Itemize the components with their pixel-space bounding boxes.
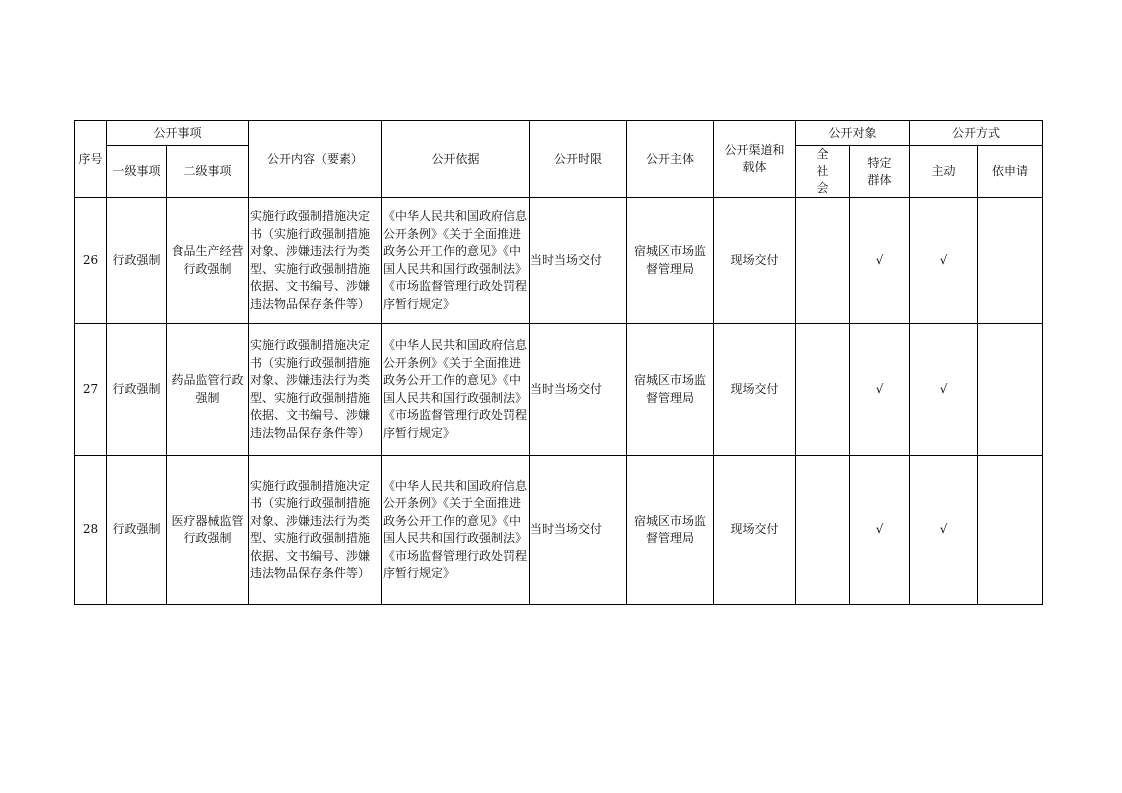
cell-time-limit: 当时当场交付	[530, 198, 627, 324]
table-row	[75, 198, 1043, 324]
header-level1: 一级事项	[107, 146, 167, 198]
cell-seq: 28	[75, 456, 107, 605]
header-channel: 公开渠道和载体	[714, 121, 796, 198]
header-method: 公开方式	[910, 121, 1043, 146]
header-subject: 公开主体	[627, 121, 714, 198]
header-method-active: 主动	[910, 146, 978, 198]
header-disclosure-item: 公开事项	[107, 121, 249, 146]
cell-audience-specific: √	[850, 198, 910, 324]
header-level2: 二级事项	[167, 146, 249, 198]
header-audience: 公开对象	[796, 121, 910, 146]
table-row	[75, 456, 1043, 605]
cell-audience-all	[796, 456, 850, 605]
cell-content: 实施行政强制措施决定书（实施行政强制措施对象、涉嫌违法行为类型、实施行政强制措施依据、文书编号、涉嫌违法物品保存条件等）	[249, 324, 382, 456]
table-header	[75, 121, 1043, 198]
cell-content: 实施行政强制措施决定书（实施行政强制措施对象、涉嫌违法行为类型、实施行政强制措施依据、文书编号、涉嫌违法物品保存条件等）	[249, 198, 382, 324]
cell-level2: 医疗器械监管行政强制	[167, 456, 249, 605]
cell-seq: 26	[75, 198, 107, 324]
cell-content: 实施行政强制措施决定书（实施行政强制措施对象、涉嫌违法行为类型、实施行政强制措施依据、文书编号、涉嫌违法物品保存条件等）	[249, 456, 382, 605]
header-seq: 序号	[75, 121, 107, 198]
header-row-1	[75, 121, 1043, 146]
cell-audience-specific: √	[850, 324, 910, 456]
cell-channel: 现场交付	[714, 324, 796, 456]
header-basis: 公开依据	[382, 121, 530, 198]
cell-audience-all	[796, 324, 850, 456]
cell-channel: 现场交付	[714, 456, 796, 605]
header-audience-all: 全社会	[796, 146, 850, 198]
cell-audience-all	[796, 198, 850, 324]
cell-method-active: √	[910, 324, 978, 456]
cell-subject: 宿城区市场监督管理局	[627, 456, 714, 605]
header-method-request: 依申请	[978, 146, 1043, 198]
cell-level1: 行政强制	[107, 198, 167, 324]
cell-channel: 现场交付	[714, 198, 796, 324]
cell-method-active: √	[910, 456, 978, 605]
cell-subject: 宿城区市场监督管理局	[627, 198, 714, 324]
disclosure-table	[74, 120, 1043, 605]
cell-subject: 宿城区市场监督管理局	[627, 324, 714, 456]
table-row	[75, 324, 1043, 456]
cell-basis: 《中华人民共和国政府信息公开条例》《关于全面推进政务公开工作的意见》《中国人民共和国行政强制法》《市场监督管理行政处罚程序暂行规定》	[382, 456, 530, 605]
cell-audience-specific: √	[850, 456, 910, 605]
cell-level1: 行政强制	[107, 456, 167, 605]
cell-time-limit: 当时当场交付	[530, 456, 627, 605]
header-time-limit: 公开时限	[530, 121, 627, 198]
cell-basis: 《中华人民共和国政府信息公开条例》《关于全面推进政务公开工作的意见》《中国人民共和国行政强制法》《市场监督管理行政处罚程序暂行规定》	[382, 198, 530, 324]
cell-time-limit: 当时当场交付	[530, 324, 627, 456]
cell-level2: 食品生产经营行政强制	[167, 198, 249, 324]
cell-method-active: √	[910, 198, 978, 324]
table-body	[75, 198, 1043, 605]
cell-method-request	[978, 198, 1043, 324]
header-audience-specific: 特定群体	[850, 146, 910, 198]
cell-method-request	[978, 456, 1043, 605]
cell-basis: 《中华人民共和国政府信息公开条例》《关于全面推进政务公开工作的意见》《中国人民共和国行政强制法》《市场监督管理行政处罚程序暂行规定》	[382, 324, 530, 456]
header-content: 公开内容（要素）	[249, 121, 382, 198]
cell-method-request	[978, 324, 1043, 456]
cell-level1: 行政强制	[107, 324, 167, 456]
cell-seq: 27	[75, 324, 107, 456]
cell-level2: 药品监管行政强制	[167, 324, 249, 456]
